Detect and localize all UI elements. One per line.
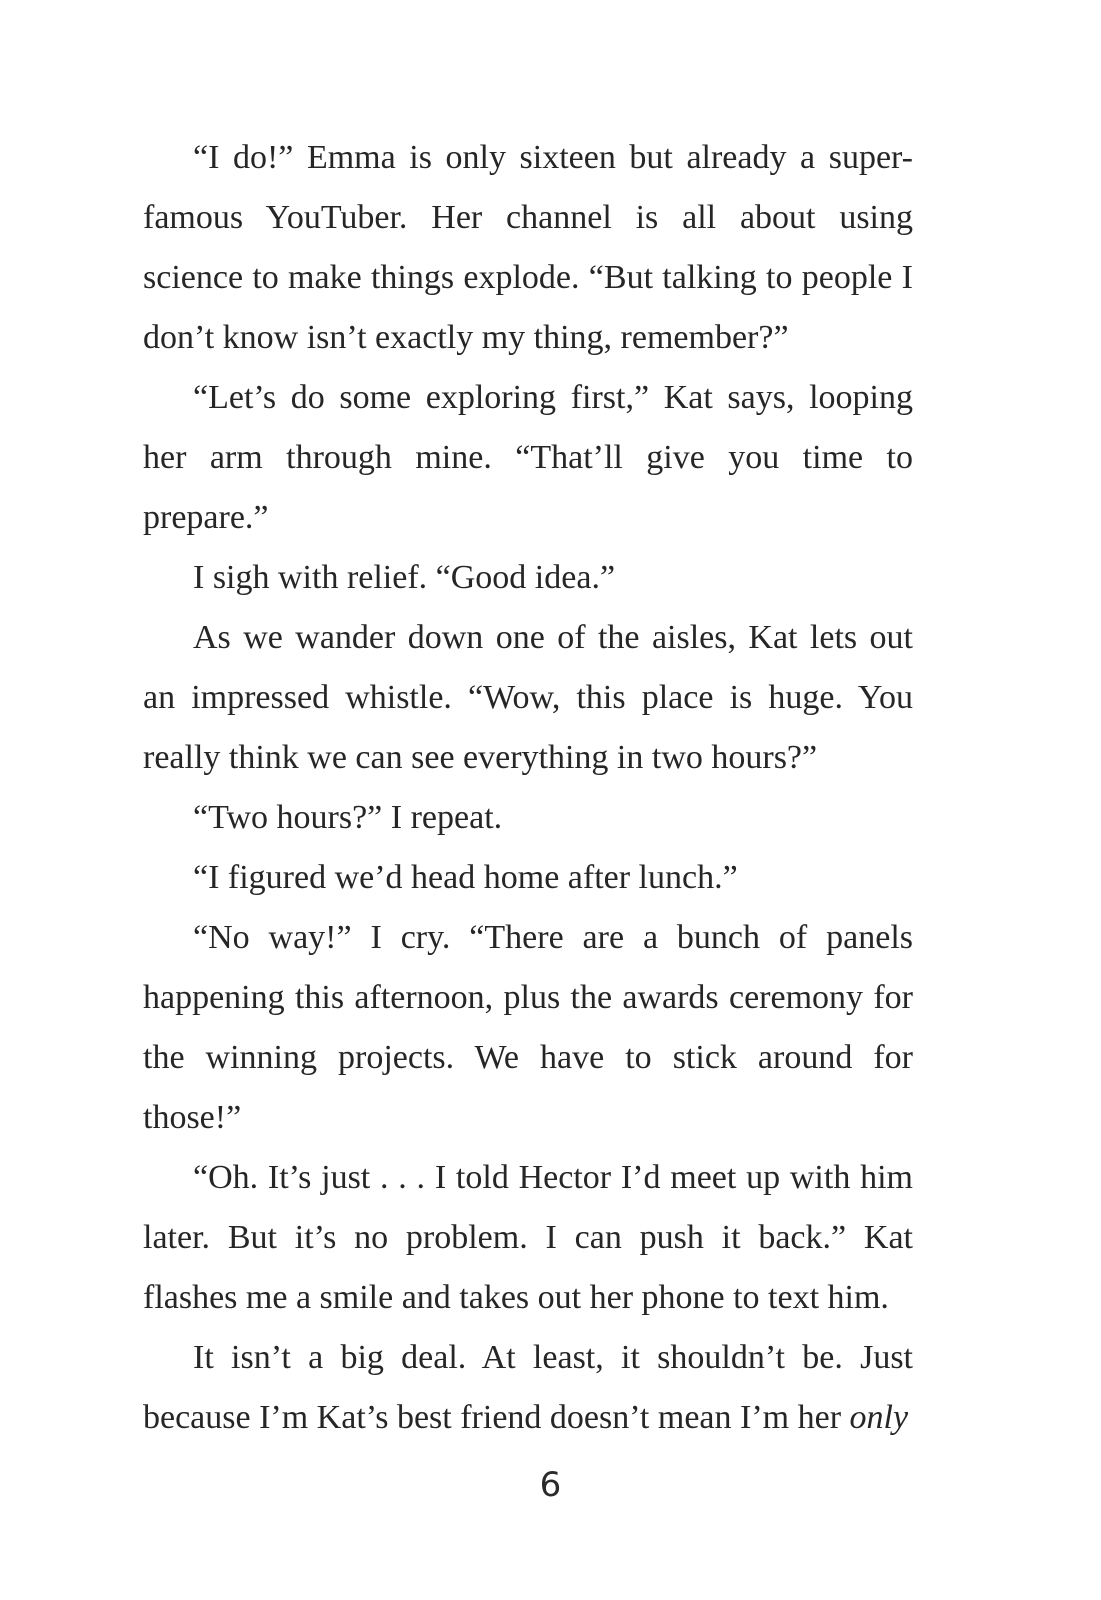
paragraph: “I figured we’d head home after lunch.” [193, 859, 738, 896]
body-text [143, 128, 913, 1448]
paragraph: “No way!” I cry. “There are a bunch of panels happening this afternoon, plus the awards ceremony for the winning projects. We have to stick around for those!” [143, 919, 913, 1136]
paragraph: “I do!” Emma is only sixteen but already a super-famous YouTuber. Her channel is all about using science to make things explode. “But talking to people I don’t know isn’t exactly my thing, remember?” [143, 139, 913, 356]
page-number: 6 [539, 1465, 562, 1505]
italic-word: only [849, 1399, 909, 1436]
paragraph: As we wander down one of the aisles, Kat lets out an impressed whistle. “Wow, this place is huge. You really think we can see everything in two hours?” [143, 619, 913, 776]
paragraph: I sigh with relief. “Good idea.” [193, 559, 616, 596]
paragraph-last-text: It isn’t a big deal. At least, it shouldn’t be. Just because I’m Kat’s best friend doesn’t mean I’m her [143, 1339, 913, 1436]
paragraph-last [143, 1328, 913, 1448]
paragraph: “Let’s do some exploring first,” Kat says, looping her arm through mine. “That’ll give you time to prepare.” [143, 379, 913, 536]
paragraph: “Oh. It’s just . . . I told Hector I’d meet up with him later. But it’s no problem. I can push it back.” Kat flashes me a smile and takes out her phone to text him. [143, 1159, 913, 1316]
paragraph: “Two hours?” I repeat. [193, 799, 503, 836]
